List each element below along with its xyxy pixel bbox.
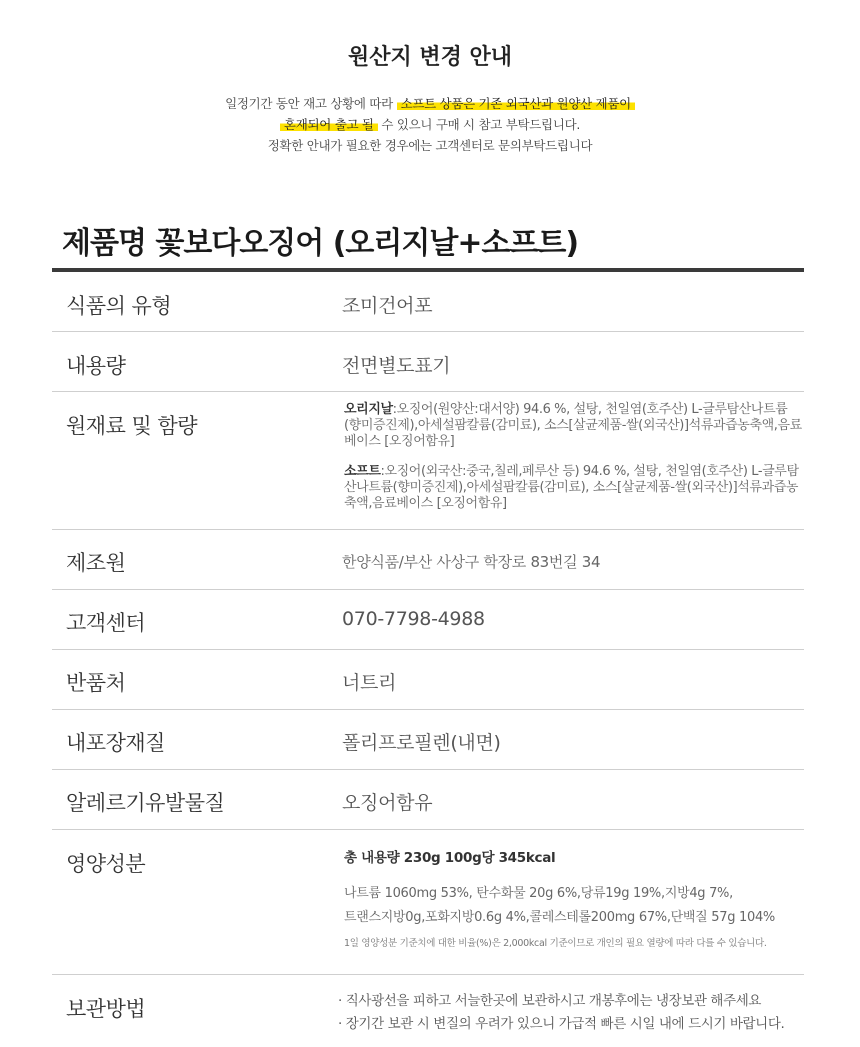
- row-label: 영양성분: [66, 852, 146, 876]
- row-label: 제조원: [66, 551, 126, 575]
- table-row-storage: [52, 975, 804, 1047]
- row-label: 반품처: [66, 671, 126, 695]
- notice-line-2-text: 수 있으니 구매 시 참고 부탁드립니다.: [381, 117, 581, 132]
- notice-line-1-text: 일정기간 동안 재고 상황에 따라: [225, 96, 393, 111]
- row-label: 내포장재질: [66, 731, 165, 755]
- nutrition-note: 1일 영양성분 기준치에 대한 비율(%)은 2,000kcal 기준이므로 개인의 필요 열량에 따라 다를 수 있습니다.: [344, 938, 767, 949]
- table-row-type: [52, 272, 804, 332]
- table-row-returns: [52, 650, 804, 710]
- row-value: 폴리프로필렌(내면): [342, 732, 501, 754]
- notice-line-2: [0, 114, 860, 135]
- storage-line-2: · 장기간 보관 시 변질의 우려가 있으니 가급적 빠른 시일 내에 드시기 바랍니다.: [338, 1016, 785, 1032]
- notice-body: [0, 93, 860, 156]
- product-info-table: [52, 272, 804, 1047]
- row-value: 전면별도표기: [342, 355, 451, 377]
- table-row-ingredients: [52, 392, 804, 530]
- row-label: 고객센터: [66, 611, 146, 635]
- ingredients-original-name: 오리지날: [344, 402, 393, 417]
- row-label: 식품의 유형: [66, 294, 172, 318]
- nutrition-header: 총 내용량 230g 100g당 345kcal: [344, 850, 556, 866]
- storage-line-1: · 직사광선을 피하고 서늘한곳에 보관하시고 개봉후에는 냉장보관 해주세요: [338, 993, 762, 1009]
- nutrition-line-1: 나트륨 1060mg 53%, 탄수화물 20g 6%,당류19g 19%,지방4g 7%,: [344, 886, 733, 901]
- notice-line-1: [0, 93, 860, 114]
- table-row-allergy: [52, 770, 804, 830]
- table-row-nutrition: [52, 830, 804, 975]
- row-label: 내용량: [66, 354, 126, 378]
- notice-highlight-2: 혼재되어 출고 될: [280, 117, 378, 132]
- table-row-cs: [52, 590, 804, 650]
- row-value: 오징어함유: [342, 792, 433, 814]
- ingredients-soft-text: :오징어(외국산:중국,칠레,페루산 등) 94.6 %, 설탕, 천일염(호주산) L-글루탐산나트륨(향미증진제),아세설팜칼륨(감미료), 소스[살균제품-쌀(외국산)]석류과즙농축액,음료베이스 [오징어함유]: [344, 464, 799, 511]
- ingredients-original: [344, 402, 804, 450]
- row-label: 원재료 및 함량: [66, 414, 198, 438]
- nutrition-line-2: 트랜스지방0g,포화지방0.6g 4%,콜레스테롤200mg 67%,단백질 57g 104%: [344, 910, 775, 925]
- row-value: 한양식품/부산 사상구 학장로 83번길 34: [342, 553, 601, 571]
- notice-line-3: 정확한 안내가 필요한 경우에는 고객센터로 문의부탁드립니다: [267, 138, 593, 153]
- row-value: 너트리: [342, 672, 397, 694]
- ingredients-soft-name: 소프트: [344, 464, 381, 479]
- table-row-volume: [52, 332, 804, 392]
- table-row-packaging: [52, 710, 804, 770]
- row-value: 070-7798-4988: [342, 608, 485, 630]
- table-row-maker: [52, 530, 804, 590]
- notice-title: 원산지 변경 안내: [347, 45, 513, 70]
- ingredients-soft: [344, 464, 804, 512]
- notice-highlight-1: 소프트 상품은 기존 외국산과 원양산 제품이: [397, 96, 635, 111]
- row-label: 보관방법: [66, 997, 146, 1021]
- row-value: 조미건어포: [342, 295, 433, 317]
- product-title: 제품명 꽃보다오징어 (오리지날+소프트): [62, 226, 579, 261]
- ingredients-original-text: :오징어(원양산:대서양) 94.6 %, 설탕, 천일염(호주산) L-글루탐산나트륨(향미증진제),아세설팜칼륨(감미료), 소스[살균제품-쌀(외국산)]석류과즙농축액,음료베이스 [오징어함유]: [344, 402, 802, 449]
- row-label: 알레르기유발물질: [66, 791, 225, 815]
